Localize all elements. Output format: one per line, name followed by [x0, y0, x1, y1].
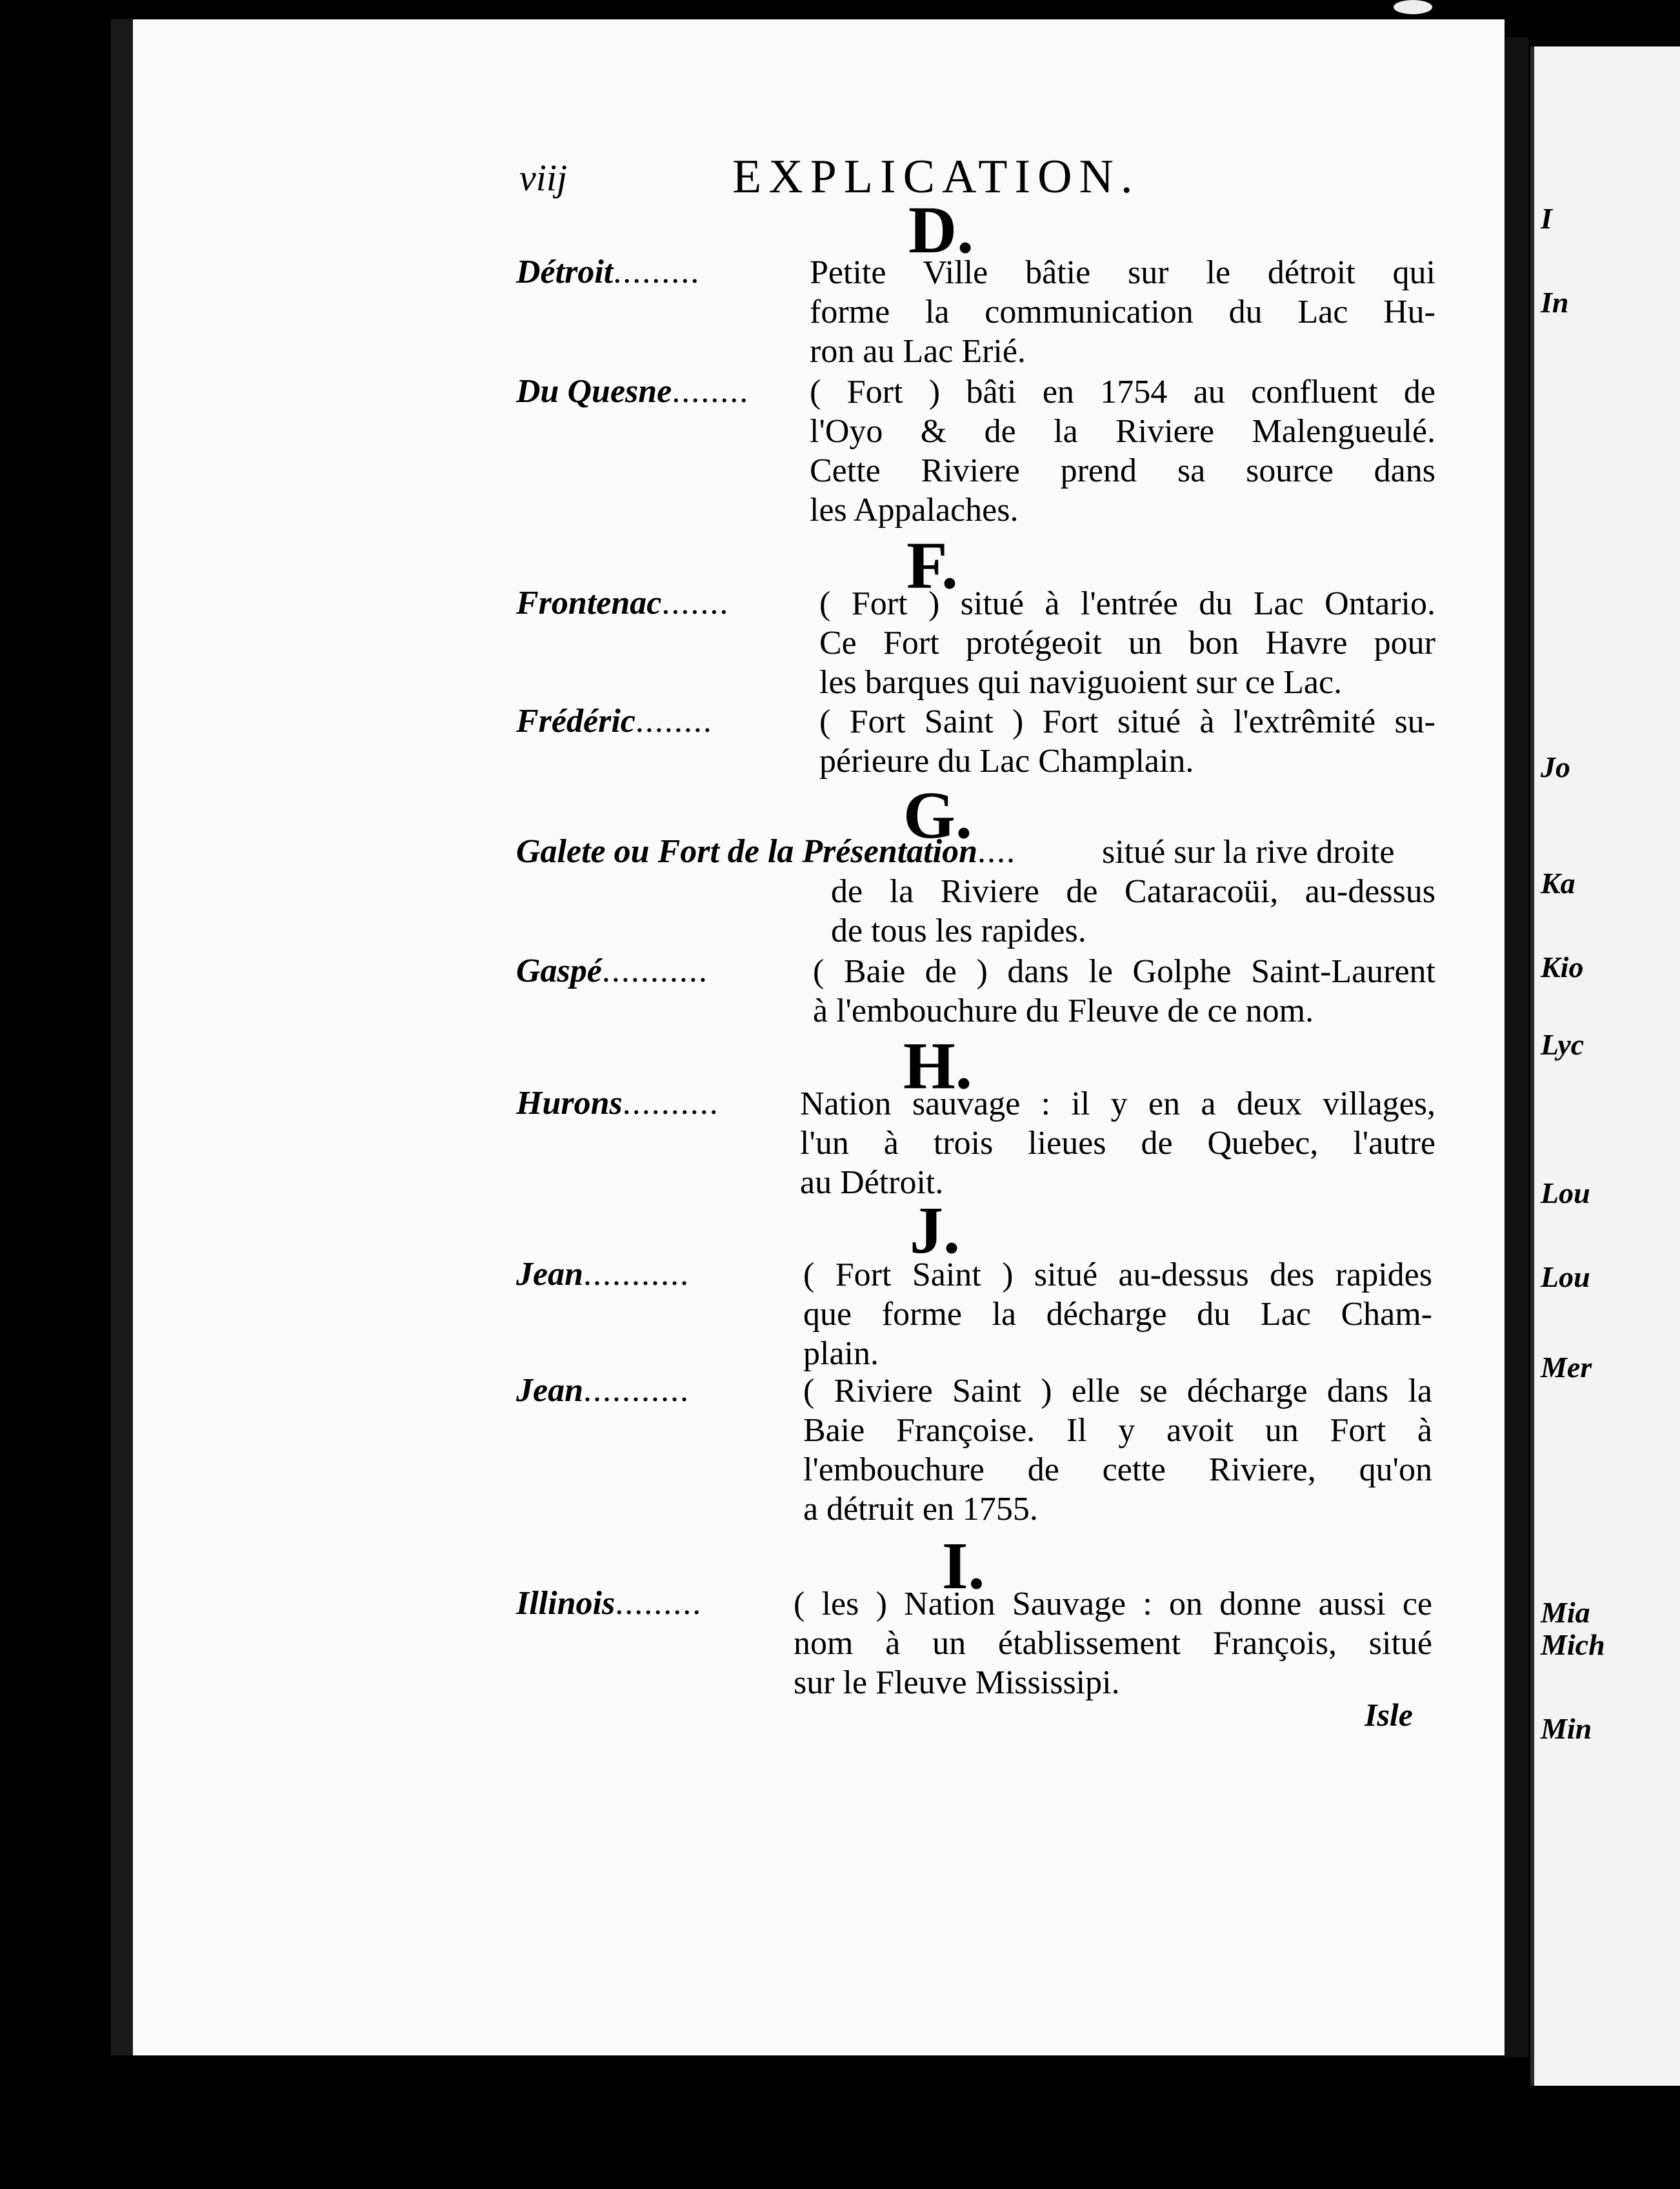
facing-page-text: Ka: [1541, 867, 1575, 900]
catchword: Isle: [1365, 1697, 1413, 1733]
facing-page-text: Lou: [1541, 1260, 1590, 1293]
entry-description: Nation sauvage : il y en a deux villages, l'un à trois lieues de Quebec, l'autre au Détroit.: [800, 1085, 1435, 1201]
entry-term: Frédéric........: [516, 703, 713, 740]
entry-description: ( Fort ) bâti en 1754 au confluent de l'Oyo & de la Riviere Malengueulé. Cette Riviere prend sa source dans les Appalaches.: [810, 374, 1435, 529]
running-title: EXPLICATION.: [732, 150, 1140, 203]
entry-term: Galete ou Fort de la Présentation....: [516, 833, 1016, 870]
entry-term: Illinois.........: [516, 1585, 703, 1622]
section-letter-h: H.: [903, 1029, 972, 1103]
section-letter-d: D.: [908, 193, 974, 267]
scan-artifact: [1394, 0, 1432, 14]
entry-term: Frontenac.......: [516, 585, 730, 621]
section-letter-f: F.: [906, 529, 958, 603]
entry-description: ( les ) Nation Sauvage : on donne aussi ce nom à un établissement François, situé sur le Fleuve Mississipi.: [794, 1586, 1432, 1701]
facing-page-fragment: [1530, 46, 1680, 2086]
facing-page-text: In: [1541, 286, 1569, 319]
entry-description: ( Fort ) situé à l'entrée du Lac Ontario. Ce Fort protégeoit un bon Havre pour les barques qui naviguoient sur ce Lac.: [819, 585, 1435, 701]
facing-page-text: Lyc: [1541, 1028, 1585, 1061]
entry-term: Jean...........: [516, 1256, 690, 1293]
entry-description: ( Baie de ) dans le Golphe Saint-Laurent à l'embouchure du Fleuve de ce nom.: [813, 953, 1435, 1029]
entry-description: de la Riviere de Cataracoüi, au-dessus de tous les rapides.: [831, 873, 1435, 949]
entry-description: ( Fort Saint ) Fort situé à l'extrêmité su- périeure du Lac Champlain.: [819, 703, 1435, 780]
entry-term: Détroit.........: [516, 254, 701, 290]
section-letter-g: G.: [903, 778, 972, 852]
facing-page-text: Mia: [1541, 1596, 1590, 1629]
facing-page-text: I: [1541, 202, 1552, 235]
page-number: viij: [519, 157, 568, 199]
page-edge-shadow: [1505, 37, 1528, 2057]
entry-term: Jean...........: [516, 1372, 690, 1409]
section-letter-i: I.: [942, 1529, 985, 1603]
page-header: [519, 150, 1442, 201]
facing-page-text: Min: [1541, 1712, 1592, 1745]
facing-page-text: Mer: [1541, 1351, 1592, 1384]
entry-term: Hurons..........: [516, 1085, 719, 1122]
section-letter-j: J.: [910, 1193, 960, 1267]
facing-page-text: Lou: [1541, 1176, 1590, 1209]
entry-description: ( Riviere Saint ) elle se décharge dans la Baie Françoise. Il y avoit un Fort à l'embouchure de cette Riviere, qu'on a détruit en 1755.: [803, 1373, 1432, 1528]
entry-description: Petite Ville bâtie sur le détroit qui forme la communication du Lac Hu- ron au Lac Erié.: [810, 254, 1435, 370]
entry-description: situé sur la rive droite: [1102, 834, 1395, 871]
entry-term: Gaspé...........: [516, 953, 708, 989]
entry-description: ( Fort Saint ) situé au-dessus des rapides que forme la décharge du Lac Cham- plain.: [803, 1256, 1432, 1372]
facing-page-text: Jo: [1541, 751, 1570, 783]
facing-page-text: Mich: [1541, 1628, 1605, 1661]
entry-term: Du Quesne........: [516, 373, 750, 410]
facing-page-text: Kio: [1541, 951, 1584, 984]
